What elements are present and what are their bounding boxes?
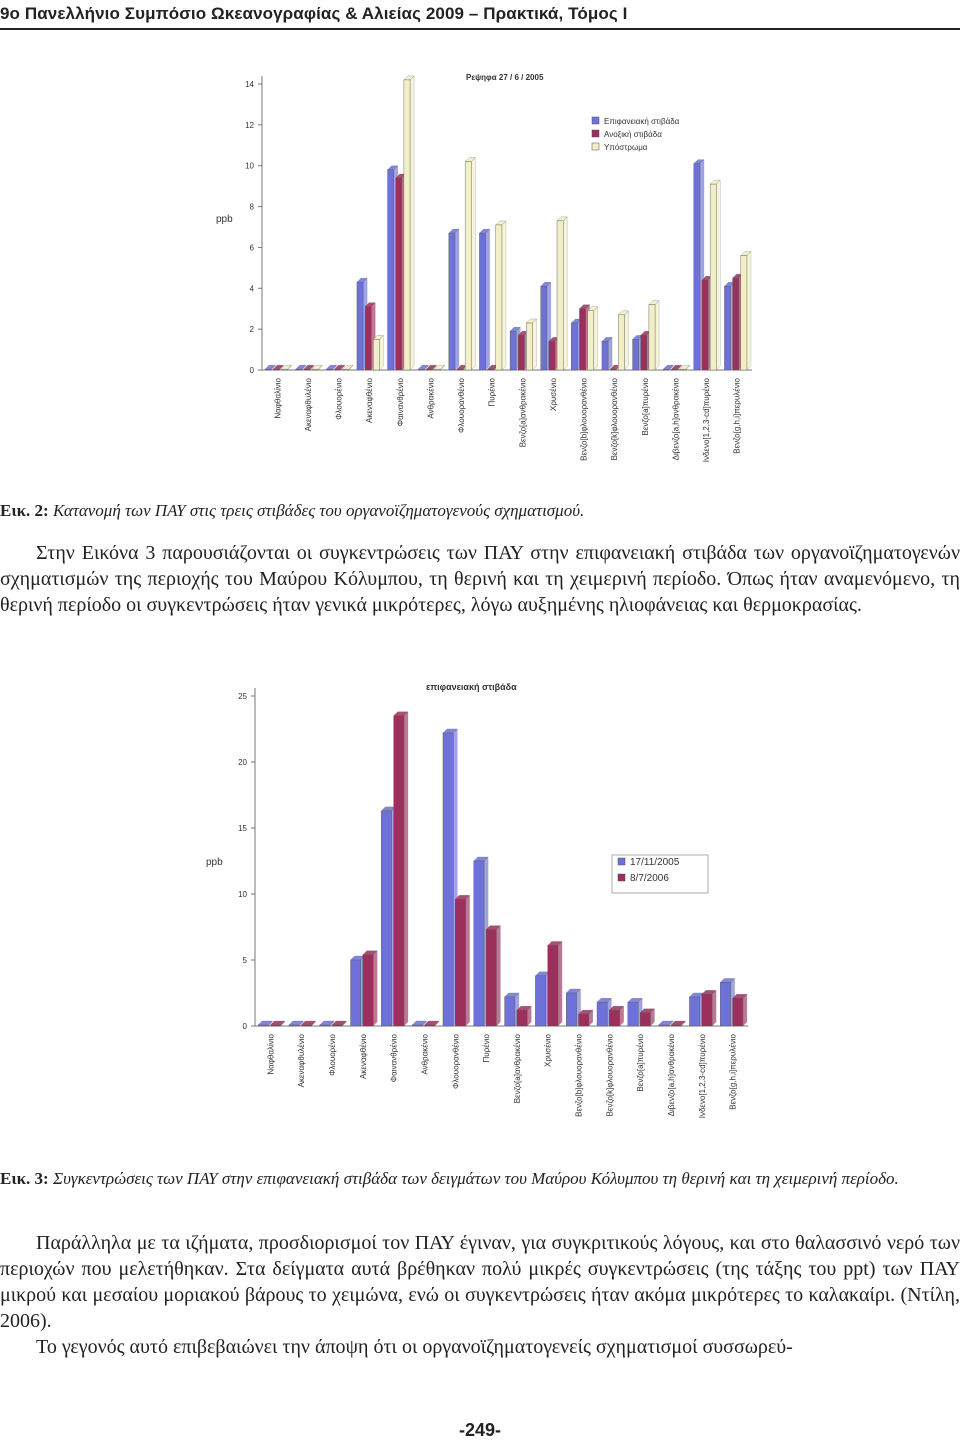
- y-axis-label: ppb: [206, 857, 223, 868]
- paragraph-1-text: Στην Εικόνα 3 παρουσιάζονται οι συγκεντρώσεις των ΠΑΥ στην επιφανειακή στιβάδα των οργανοϊζηματογενών σχηματισμών της περιοχής του Μαύρου Κόλυμπου, τη θερινή και τη χειμερινή περίοδο. Όπως ήταν αναμενόμενο, τη θερινή περίοδο οι συγκεντρώσεις ήταν γενικά μικρότερες, λόγω αυξημένης ηλιοφάνειας και θερμοκρασίας.: [0, 542, 960, 616]
- bar-side: [486, 229, 490, 370]
- bar-side: [624, 311, 628, 370]
- category-label: Διβενζο[a,h]ανθρακένιο: [671, 378, 681, 461]
- legend-swatch: [618, 874, 625, 881]
- bar: [412, 1025, 422, 1026]
- bar: [281, 369, 287, 370]
- bar: [334, 369, 340, 370]
- bar: [465, 162, 471, 370]
- chart-title: Ρεψηφα 27 / 6 / 2005: [466, 73, 544, 82]
- bar: [694, 164, 700, 370]
- category-label: Βενζο[g,h,i]περυλένιο: [728, 1034, 738, 1110]
- category-label: Ινδενο[1,2,3-cd]πυρένιο: [697, 1034, 707, 1119]
- y-tick-label: 8: [249, 202, 254, 212]
- figure-2-chart: [0, 40, 960, 500]
- bar: [424, 1025, 434, 1026]
- figure-3-chart: [0, 672, 960, 1162]
- category-label: Βενζο[a]πυρένιο: [636, 1034, 646, 1092]
- bar: [571, 323, 577, 370]
- bar: [517, 1010, 527, 1026]
- bar: [579, 309, 585, 370]
- bar: [270, 1025, 280, 1026]
- bar: [326, 369, 332, 370]
- y-tick-label: 20: [238, 758, 247, 767]
- paragraph-3-text: Το γεγονός αυτό επιβεβαιώνει την άποψη ότι οι οργανοϊζηματογενείς σχηματισμοί συσσωρεύ-: [36, 1336, 793, 1358]
- bar: [609, 1010, 619, 1026]
- bar: [486, 930, 496, 1026]
- bar: [702, 280, 708, 370]
- category-label: Βενζο[b]φλουορανθένιο: [574, 1034, 584, 1117]
- category-label: Πυρένιο: [482, 1034, 492, 1063]
- bar: [488, 369, 494, 370]
- bar: [455, 899, 465, 1026]
- y-tick-label: 10: [245, 161, 254, 171]
- bar-side: [563, 217, 567, 370]
- category-label: Φλουορένιο: [328, 1034, 338, 1076]
- category-label: Βενζο[g,h,i]περυλένιο: [732, 378, 742, 454]
- y-tick-label: 6: [249, 243, 254, 253]
- category-label: Ακεναφθένιο: [358, 1034, 368, 1079]
- bar-side: [747, 252, 751, 370]
- bar: [566, 993, 576, 1026]
- bar: [518, 335, 524, 370]
- legend-swatch: [592, 117, 599, 124]
- figure-2-caption-label: Εικ. 2:: [0, 501, 49, 520]
- y-tick-label: 5: [242, 956, 247, 965]
- bar: [510, 331, 516, 370]
- header-rule: [0, 28, 960, 30]
- category-label: Χρυσένιο: [543, 1034, 553, 1067]
- bar-side: [743, 994, 747, 1026]
- bar: [710, 184, 716, 370]
- bar: [602, 341, 608, 370]
- category-label: Φλουορένιο: [334, 378, 344, 420]
- bar: [289, 1025, 299, 1026]
- bar-top: [320, 1021, 334, 1025]
- bar: [741, 256, 747, 370]
- bar: [273, 369, 279, 370]
- y-tick-label: 0: [249, 366, 254, 375]
- figure-3-caption: [0, 1168, 960, 1190]
- category-label: Ναφθαλίνιο: [266, 1034, 276, 1075]
- bar: [373, 339, 379, 370]
- figure-3-caption-text: Συγκεντρώσεις των ΠΑΥ στην επιφανειακή στιβάδα των δειγμάτων του Μαύρου Κόλυμπου τη θερινή και τη χειμερινή περίοδο.: [52, 1169, 899, 1188]
- paragraph-1: [0, 540, 960, 618]
- bar-side: [558, 941, 562, 1026]
- bar: [351, 960, 361, 1026]
- bar: [526, 323, 532, 370]
- bar-side: [533, 319, 537, 370]
- bar: [443, 733, 453, 1026]
- bar-side: [716, 180, 720, 370]
- bar-side: [655, 301, 659, 370]
- bar: [312, 369, 318, 370]
- bar-side: [712, 990, 716, 1026]
- bar-side: [466, 895, 470, 1026]
- bar: [671, 369, 677, 370]
- bar-top: [289, 1021, 303, 1025]
- bar: [426, 369, 432, 370]
- bar: [702, 994, 712, 1026]
- category-label: Βενζο[b]φλουορανθένιο: [579, 378, 589, 461]
- y-axis-label: ppb: [216, 214, 233, 225]
- bar-side: [594, 307, 598, 370]
- bar-top: [659, 1021, 673, 1025]
- category-label: Ακεναφθυλένιο: [303, 378, 313, 432]
- category-label: Ναφθαλίνιο: [273, 378, 283, 419]
- y-tick-label: 4: [249, 284, 254, 294]
- bar: [396, 178, 402, 370]
- bar: [394, 716, 404, 1026]
- bar-side: [373, 951, 377, 1026]
- paragraph-2: [0, 1230, 960, 1360]
- bar: [733, 278, 739, 370]
- bar: [680, 369, 686, 370]
- category-label: Ακεναφθυλένιο: [297, 1034, 307, 1088]
- category-label: Βενζο[a]ανθρακένιο: [518, 378, 528, 448]
- y-tick-label: 2: [249, 325, 254, 335]
- y-tick-label: 12: [245, 120, 254, 130]
- bar: [628, 1002, 638, 1026]
- bar: [548, 945, 558, 1026]
- legend-swatch: [592, 143, 599, 150]
- bar: [671, 1025, 681, 1026]
- bar: [449, 233, 455, 370]
- bar: [689, 997, 699, 1026]
- figure-2-caption: [0, 500, 960, 522]
- bar: [435, 369, 441, 370]
- bar: [343, 369, 349, 370]
- y-tick-label: 15: [238, 824, 247, 833]
- category-label: Βενζο[a]πυρένιο: [640, 378, 650, 436]
- bar: [320, 1025, 330, 1026]
- legend-label: Υπόστρωμα: [604, 143, 648, 152]
- bar: [363, 955, 373, 1026]
- category-label: Βενζο[k]φλουορανθένιο: [605, 1034, 615, 1117]
- bar: [618, 315, 624, 370]
- legend-label: 17/11/2005: [630, 857, 680, 868]
- category-label: Ινδενο[1,2,3-cd]πυρένιο: [702, 378, 712, 463]
- bar: [265, 369, 271, 370]
- bar: [365, 307, 371, 370]
- bar-side: [379, 335, 383, 370]
- bar: [258, 1025, 268, 1026]
- category-label: Χρυσένιο: [548, 378, 558, 411]
- bar: [301, 1025, 311, 1026]
- figure-3-caption-label: Εικ. 3:: [0, 1169, 49, 1188]
- header-title: 9ο Πανελλήνιο Συμπόσιο Ωκεανογραφίας & Αλιείας 2009 – Πρακτικά, Τόμος Ι: [0, 4, 628, 23]
- bar: [659, 1025, 669, 1026]
- bar: [404, 80, 410, 370]
- bar: [733, 998, 743, 1026]
- bar: [663, 369, 669, 370]
- bar: [474, 861, 484, 1026]
- category-label: Βενζο[k]φλουορανθένιο: [610, 378, 620, 461]
- bar: [418, 369, 424, 370]
- y-tick-label: 25: [238, 692, 247, 701]
- legend-label: 8/7/2006: [630, 873, 669, 884]
- bar: [332, 1025, 342, 1026]
- category-label: Φλουορανθένιο: [451, 1034, 461, 1089]
- y-tick-label: 10: [238, 890, 247, 899]
- category-label: Βενζο[a]ανθρακένιο: [512, 1034, 522, 1104]
- bar: [720, 982, 730, 1026]
- bar-side: [410, 76, 414, 370]
- bar: [457, 369, 463, 370]
- category-label: Ακεναφθένιο: [365, 378, 375, 423]
- legend-label: Επιφανειακή στιβάδα: [604, 117, 680, 126]
- bar: [296, 369, 302, 370]
- legend-label: Ανοξική στιβάδα: [604, 130, 662, 139]
- bar: [388, 170, 394, 370]
- category-label: Φαινανθρένιο: [389, 1034, 399, 1083]
- category-label: Ανθρακένιο: [426, 378, 436, 419]
- bar: [557, 221, 563, 370]
- bar: [541, 286, 547, 370]
- bar: [610, 369, 616, 370]
- bar: [649, 305, 655, 370]
- page-header: [0, 0, 960, 28]
- category-label: Ανθρακένιο: [420, 1034, 430, 1075]
- category-label: Φλουορανθένιο: [457, 378, 467, 433]
- bar-side: [608, 337, 612, 370]
- bar-top: [412, 1021, 426, 1025]
- bar-side: [471, 158, 475, 370]
- bar: [633, 339, 639, 370]
- bar: [641, 335, 647, 370]
- chart-title: επιφανειακή στιβάδα: [426, 682, 517, 692]
- bar: [724, 286, 730, 370]
- bar: [597, 1002, 607, 1026]
- bar: [496, 225, 502, 370]
- bar: [579, 1014, 589, 1026]
- bar: [549, 341, 555, 370]
- bar: [535, 976, 545, 1026]
- bar-side: [404, 712, 408, 1026]
- bar: [640, 1013, 650, 1026]
- paragraph-2-text: Παράλληλα με τα ιζήματα, προσδιορισμοί τον ΠΑΥ έγιναν, για συγκριτικούς λόγους, και στο θαλασσινό νερό των περιοχών που μελετήθηκαν. Στα δείγματα αυτά βρέθηκαν πολύ μικρές συγκεντρώσεις (της τάξης του ppt) των ΠΑΥ μικρού και μεσαίου μοριακού βάρους το χειμώνα, ενώ οι συγκεντρώσεις ήταν ακόμα μικρότερες το καλακαίρι. (Ντίλη, 2006).: [0, 1232, 960, 1332]
- y-tick-label: 0: [242, 1022, 247, 1031]
- y-tick-label: 14: [245, 80, 254, 89]
- category-label: Φαινανθρένιο: [395, 378, 405, 427]
- bar: [505, 997, 515, 1026]
- bar-side: [502, 221, 506, 370]
- category-label: Διβενζο[a,h]ανθρακένιο: [666, 1034, 676, 1117]
- bar: [588, 311, 594, 370]
- bar-side: [455, 229, 459, 370]
- category-label: Πυρένιο: [487, 378, 497, 407]
- bar-side: [496, 926, 500, 1026]
- bar: [304, 369, 310, 370]
- bar: [381, 811, 391, 1026]
- legend-swatch: [618, 858, 625, 865]
- bar-top: [258, 1021, 272, 1025]
- bar: [479, 233, 485, 370]
- figure-2-caption-text: Κατανομή των ΠΑΥ στις τρεις στιβάδες του οργανοϊζηματογενούς σχηματισμού.: [52, 501, 585, 520]
- page-number: -249-: [458, 1420, 502, 1440]
- legend-swatch: [592, 130, 599, 137]
- bar: [357, 282, 363, 370]
